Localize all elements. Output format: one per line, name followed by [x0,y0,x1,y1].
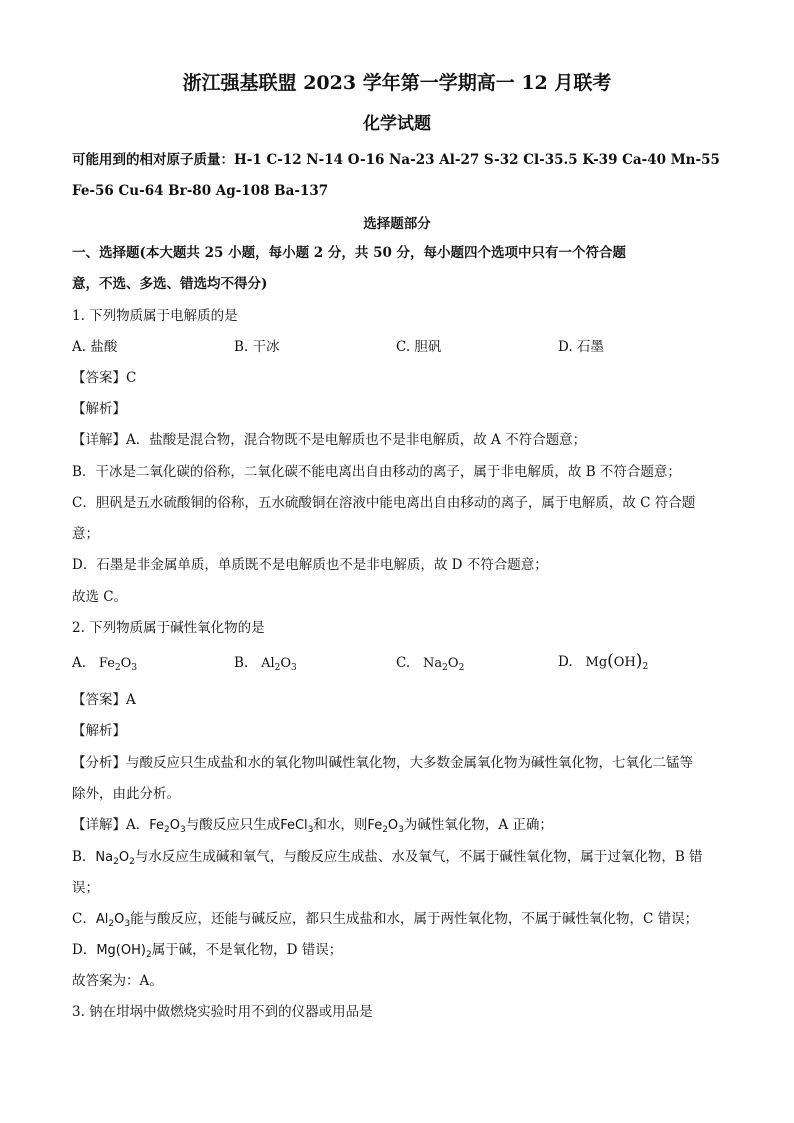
q1-option-c: C. 胆矾 [396,339,442,355]
page-title: 浙江强基联盟 2023 学年第一学期高一 12 月联考 [182,72,612,94]
instructions-line-1: 一、选择题(本大题共 25 小题，每小题 2 分，共 50 分，每小题四个选项中只有一个符合题 [72,245,627,261]
q1-stem: 1. 下列物质属于电解质的是 [72,308,238,324]
q2-conclusion: 故答案为：A。 [72,973,163,989]
section-title: 选择题部分 [363,216,431,232]
q2-option-c-formula: $Na_2O_2$ [423,656,465,673]
q2-option-a-formula: $Fe_2O_3$ [98,656,138,673]
q1-option-b: B. 干冰 [234,339,280,355]
q1-answer: 【答案】C [72,370,137,386]
q2-option-d-letter: D. [558,654,573,670]
q2-answer: 【答案】A [72,692,136,708]
atomic-masses-line-2: Fe-56 Cu-64 Br-80 Ag-108 Ba-137 [72,183,329,199]
q1-detail-line: D．石墨是非金属单质，单质既不是电解质也不是非电解质，故 D 不符合题意； [72,557,548,573]
instructions-line-2: 意，不选、多选、错选均不得分) [72,276,268,292]
atomic-masses-line-1: 可能用到的相对原子质量：H-1 C-12 N-14 O-16 Na-23 Al-27 S-32 Cl-35.5 K-39 Ca-40 Mn-55 [72,152,720,168]
q1-detail-line: 【详解】A．盐酸是混合物，混合物既不是电解质也不是非电解质，故 A 不符合题意； [72,432,587,448]
q2-option-d-formula: $Mg(OH)_2$ [585,651,649,672]
q1-option-a: A. 盐酸 [72,339,118,355]
q1-detail-line: B．干冰是二氧化碳的俗称，二氧化碳不能电离出自由移动的离子，属于非电解质，故 B 不符合题意； [72,464,681,480]
q2-detail-b-cont: 误； [72,880,99,896]
q2-analysis-label: 【解析】 [72,723,126,739]
q2-option-b [234,653,297,674]
q2-analysis-line: 【分析】与酸反应只生成盐和水的氧化物叫碱性氧化物，大多数金属氧化物为碱性氧化物，七氧化二锰等 [72,755,693,771]
q2-stem: 2. 下列物质属于碱性氧化物的是 [72,620,265,636]
q2-option-a [72,653,137,674]
q2-option-c [396,653,464,674]
q2-detail-c: C．$Al_2O_3$能与酸反应，还能与碱反应，都只生成盐和水，属于两性氧化物，不属于碱性氧化物，C 错误； [72,911,699,929]
q1-option-d: D. 石墨 [558,339,604,355]
q1-detail-line: C．胆矾是五水硫酸铜的俗称，五水硫酸铜在溶液中能电离出自由移动的离子，属于电解质，故 C 符合题 [72,495,696,511]
q2-detail-b: B．$Na_2O_2$与水反应生成碱和氧气，与酸反应生成盐、水及氧气，不属于碱性氧化物，属于过氧化物，B 错 [72,849,703,867]
page-subtitle: 化学试题 [363,114,431,134]
q1-detail-line: 意； [72,526,99,542]
q2-detail-d: D．$Mg(OH)_2$属于碱，不是氧化物，D 错误； [72,942,343,960]
q2-option-b-letter: B. [234,655,249,671]
q2-detail-a: 【详解】A．$Fe_2O_3$与酸反应只生成FeCl$_3$和水，则$Fe_2O_3$为碱性氧化物，A 正确； [72,817,553,835]
q2-option-a-letter: A. [72,655,87,671]
q1-conclusion: 故选 C。 [72,589,128,605]
q2-option-d [558,651,648,673]
q2-option-b-formula: $Al_2O_3$ [261,656,297,673]
q1-analysis-label: 【解析】 [72,401,126,417]
q2-analysis-line: 除外，由此分析。 [72,786,180,802]
q3-stem: 3. 钠在坩埚中做燃烧实验时用不到的仪器或用品是 [72,1004,373,1020]
q2-option-c-letter: C. [396,655,411,671]
